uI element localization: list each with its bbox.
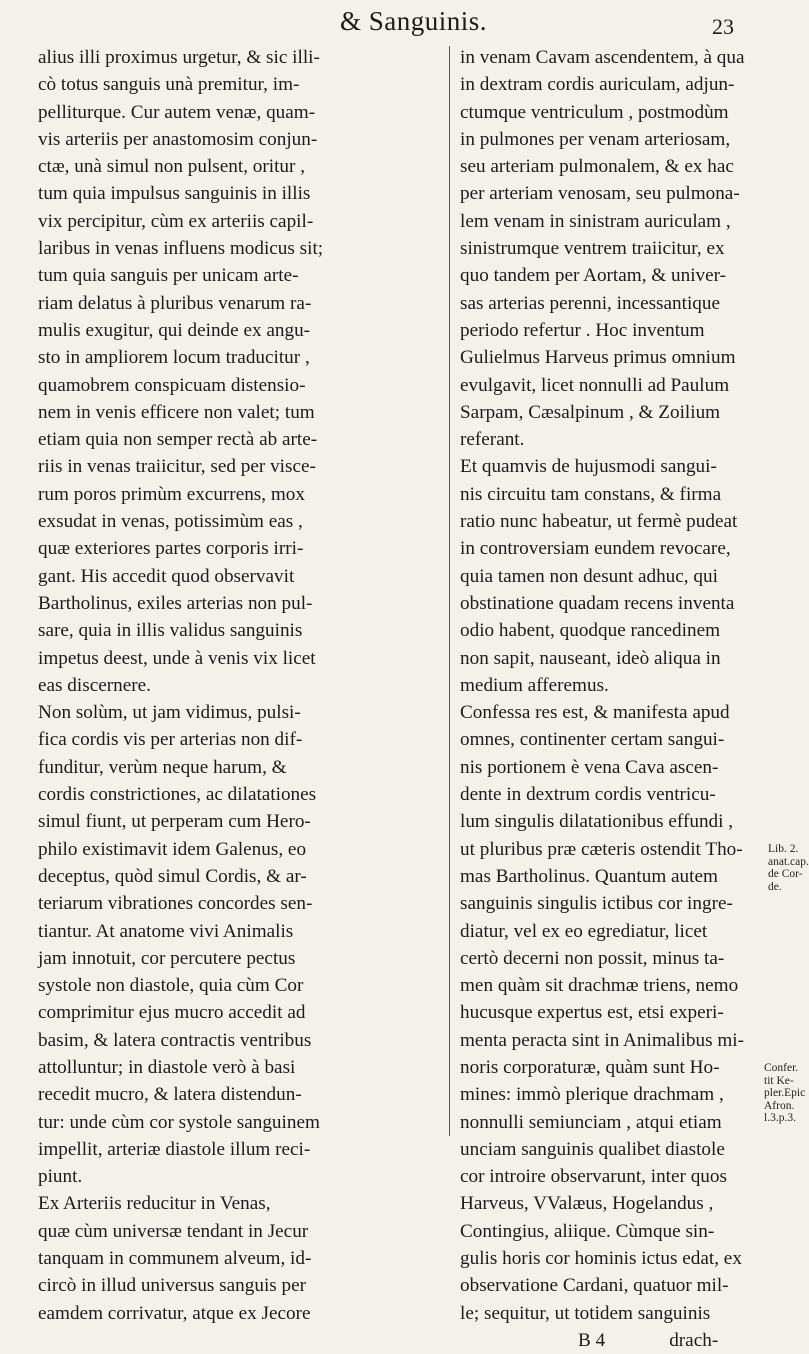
text-line: laribus in venas influens modicus sit; [38,238,324,260]
text-line: gant. His accedit quod observavit [38,565,295,587]
text-line: sinistrumque ventrem traiicitur, ex [460,238,725,260]
text-line: nem in venis efficere non valet; tum [38,401,315,423]
text-line: etiam quia non semper rectà ab arte- [38,429,318,451]
text-line: mines: immò plerique drachmam , [460,1084,724,1106]
text-line: eamdem corrivatur, atque ex Jecore [38,1302,311,1324]
margin-note-line: anat.cap. [768,855,809,868]
text-line: quia tamen non desunt adhuc, qui [460,565,718,587]
text-line: sas arterias perenni, incessantique [460,292,720,314]
text-line: philo existimavit idem Galenus, eo [38,838,307,860]
text-line: in dextram cordis auriculam, adjun- [460,74,735,96]
text-line: le; sequitur, ut totidem sanguinis [460,1302,711,1324]
text-line: Bartholinus, exiles arterias non pul- [38,592,313,614]
margin-note-line: tit Ke- [764,1074,794,1087]
text-line: Non solùm, ut jam vidimus, pulsi- [38,702,301,724]
text-line: ratio nunc habeatur, ut fermè pudeat [460,511,738,533]
text-line: certò decerni non possit, minus ta- [460,947,725,969]
text-line: ctæ, unà simul non pulsent, oritur , [38,156,306,178]
right-text-column [460,44,760,1354]
text-line: gulis horis cor hominis ictus edat, ex [460,1248,742,1270]
text-line: eas discernere. [38,674,151,696]
text-line: referant. [460,429,525,451]
text-line: systole non diastole, quia cùm Cor [38,975,304,997]
text-line: nis portionem è vena Cava ascen- [460,756,719,778]
text-line: men quàm sit drachmæ triens, nemo [460,975,739,997]
text-line: per arteriam venosam, seu pulmona- [460,183,740,205]
text-line: riam delatus à pluribus venarum ra- [38,292,312,314]
text-line: ctumque ventriculum , postmodùm [460,101,729,123]
text-line: cordis constrictiones, ac dilatationes [38,784,317,806]
text-line: in venam Cavam ascendentem, à qua [460,47,745,68]
margin-note-line: Lib. 2. [768,843,799,855]
margin-note-line: pler.Epic [764,1087,806,1099]
text-line: sanguinis singulis ictibus cor ingre- [460,893,733,915]
text-line: lum singulis dilatationibus effundi , [460,811,734,833]
catchword: drach- [669,1329,719,1351]
signature-mark: B 4 [578,1329,606,1351]
text-line: pelliturque. Cur autem venæ, quam- [38,101,316,123]
text-line: vis arteriis per anastomosim conjun- [38,128,318,150]
text-line: riis in venas traiicitur, sed per visce- [38,456,316,478]
text-line: tum quia sanguis per unicam arte- [38,265,299,287]
text-line: impellit, arteriæ diastole illum reci- [38,1138,311,1160]
text-line: Sarpam, Cæsalpinum , & Zoilium [460,401,721,423]
text-line: cò totus sanguis unà premitur, im- [38,74,300,96]
margin-note-line: de Cor- [768,868,803,880]
text-line: non sapit, nauseant, ideò aliqua in [460,647,721,669]
text-line: impetus deest, unde à venis vix licet [38,647,316,669]
margin-note-line: de. [768,880,782,893]
text-line: omnes, continenter certam sangui- [460,729,725,751]
text-line: ut pluribus præ cæteris ostendit Tho- [460,838,743,860]
running-title: & Sanguinis. [340,6,488,36]
text-line: medium afferemus. [460,674,609,696]
text-line: funditur, verùm neque harum, & [38,756,287,778]
text-line: menta peracta sint in Animalibus mi- [460,1029,745,1051]
text-line: nis circuitu tam constans, & firma [460,483,722,505]
text-line: jam innotuit, cor percutere pectus [38,947,296,969]
text-line: fica cordis vis per arterias non dif- [38,729,303,751]
left-text-column [38,44,438,1327]
running-header [0,6,800,42]
text-line: hucusque expertus est, etsi experi- [460,1002,724,1024]
text-line: cor introire observarunt, inter quos [460,1166,727,1188]
page-number: 23 [712,14,734,39]
text-line: quamobrem conspicuam distensio- [38,374,306,396]
text-line: circò in illud universus sanguis per [38,1275,307,1297]
text-line: nonnulli semiunciam , atqui etiam [460,1111,722,1133]
text-line: Ex Arteriis reducitur in Venas, [38,1193,271,1215]
text-line: Confessa res est, & manifesta apud [460,702,730,724]
text-line: lem venam in sinistram auriculam , [460,210,731,232]
text-line: odio habent, quodque rancedinem [460,620,721,642]
text-line: obstinatione quadam recens inventa [460,592,735,614]
text-line: deceptus, quòd simul Cordis, & ar- [38,865,307,887]
margin-note-line: l.3.p.3. [764,1112,796,1124]
text-line: diatur, vel ex eo egrediatur, licet [460,920,708,942]
text-line: evulgavit, licet nonnulli ad Paulum [460,374,730,396]
text-line: in pulmones per venam arteriosam, [460,128,731,150]
text-line: Et quamvis de hujusmodi sangui- [460,456,717,478]
text-line: unciam sanguinis qualibet diastole [460,1138,725,1160]
text-line: comprimitur ejus mucro accedit ad [38,1002,306,1024]
text-line: alius illi proximus urgetur, & sic illi- [38,47,320,68]
text-line: tanquam in communem alveum, id- [38,1248,312,1270]
text-line: basim, & latera contractis ventribus [38,1029,312,1051]
text-line: noris corporaturæ, quàm sunt Ho- [460,1056,720,1078]
text-line: Gulielmus Harveus primus omnium [460,347,736,369]
text-line: sare, quia in illis validus sanguinis [38,620,303,642]
text-line: periodo refertur . Hoc inventum [460,319,705,341]
text-line: sto in ampliorem locum traducitur , [38,347,310,369]
text-line: observatione Cardani, quatuor mil- [460,1275,729,1297]
text-line: dente in dextrum cordis ventricu- [460,784,716,806]
text-line: quæ exteriores partes corporis irri- [38,538,304,560]
text-line: in controversiam eundem revocare, [460,538,731,560]
margin-note-confer [764,1062,805,1125]
text-line: mas Bartholinus. Quantum autem [460,865,718,887]
text-line: vix percipitur, cùm ex arteriis capil- [38,210,314,232]
text-line: simul fiunt, ut perperam cum Hero- [38,811,311,833]
text-line: tur: unde cùm cor systole sanguinem [38,1111,320,1133]
text-line: exsudat in venas, potissimùm eas , [38,511,303,533]
text-line: piunt. [38,1166,83,1188]
text-line: recedit mucro, & latera distendun- [38,1084,302,1106]
text-line: teriarum vibrationes concordes sen- [38,893,313,915]
column-divider [449,46,450,1136]
text-line: mulis exugitur, qui deinde ex angu- [38,319,311,341]
text-line: Harveus, VValæus, Hogelandus , [460,1193,714,1215]
text-line: rum poros primùm excurrens, mox [38,483,305,505]
margin-note-line: Confer. [764,1062,799,1074]
text-line: quo tandem per Aortam, & univer- [460,265,727,287]
margin-note-line: Afron. [764,1099,795,1112]
text-line: quæ cùm universæ tendant in Jecur [38,1220,309,1242]
text-line: tum quia impulsus sanguinis in illis [38,183,311,205]
signature-line [460,1327,760,1354]
text-line: seu arteriam pulmonalem, & ex hac [460,156,734,178]
margin-note-lib [768,843,809,893]
text-line: Contingius, aliique. Cùmque sin- [460,1220,715,1242]
text-line: attolluntur; in diastole verò à basi [38,1056,296,1078]
text-line: tiantur. At anatome vivi Animalis [38,920,294,942]
